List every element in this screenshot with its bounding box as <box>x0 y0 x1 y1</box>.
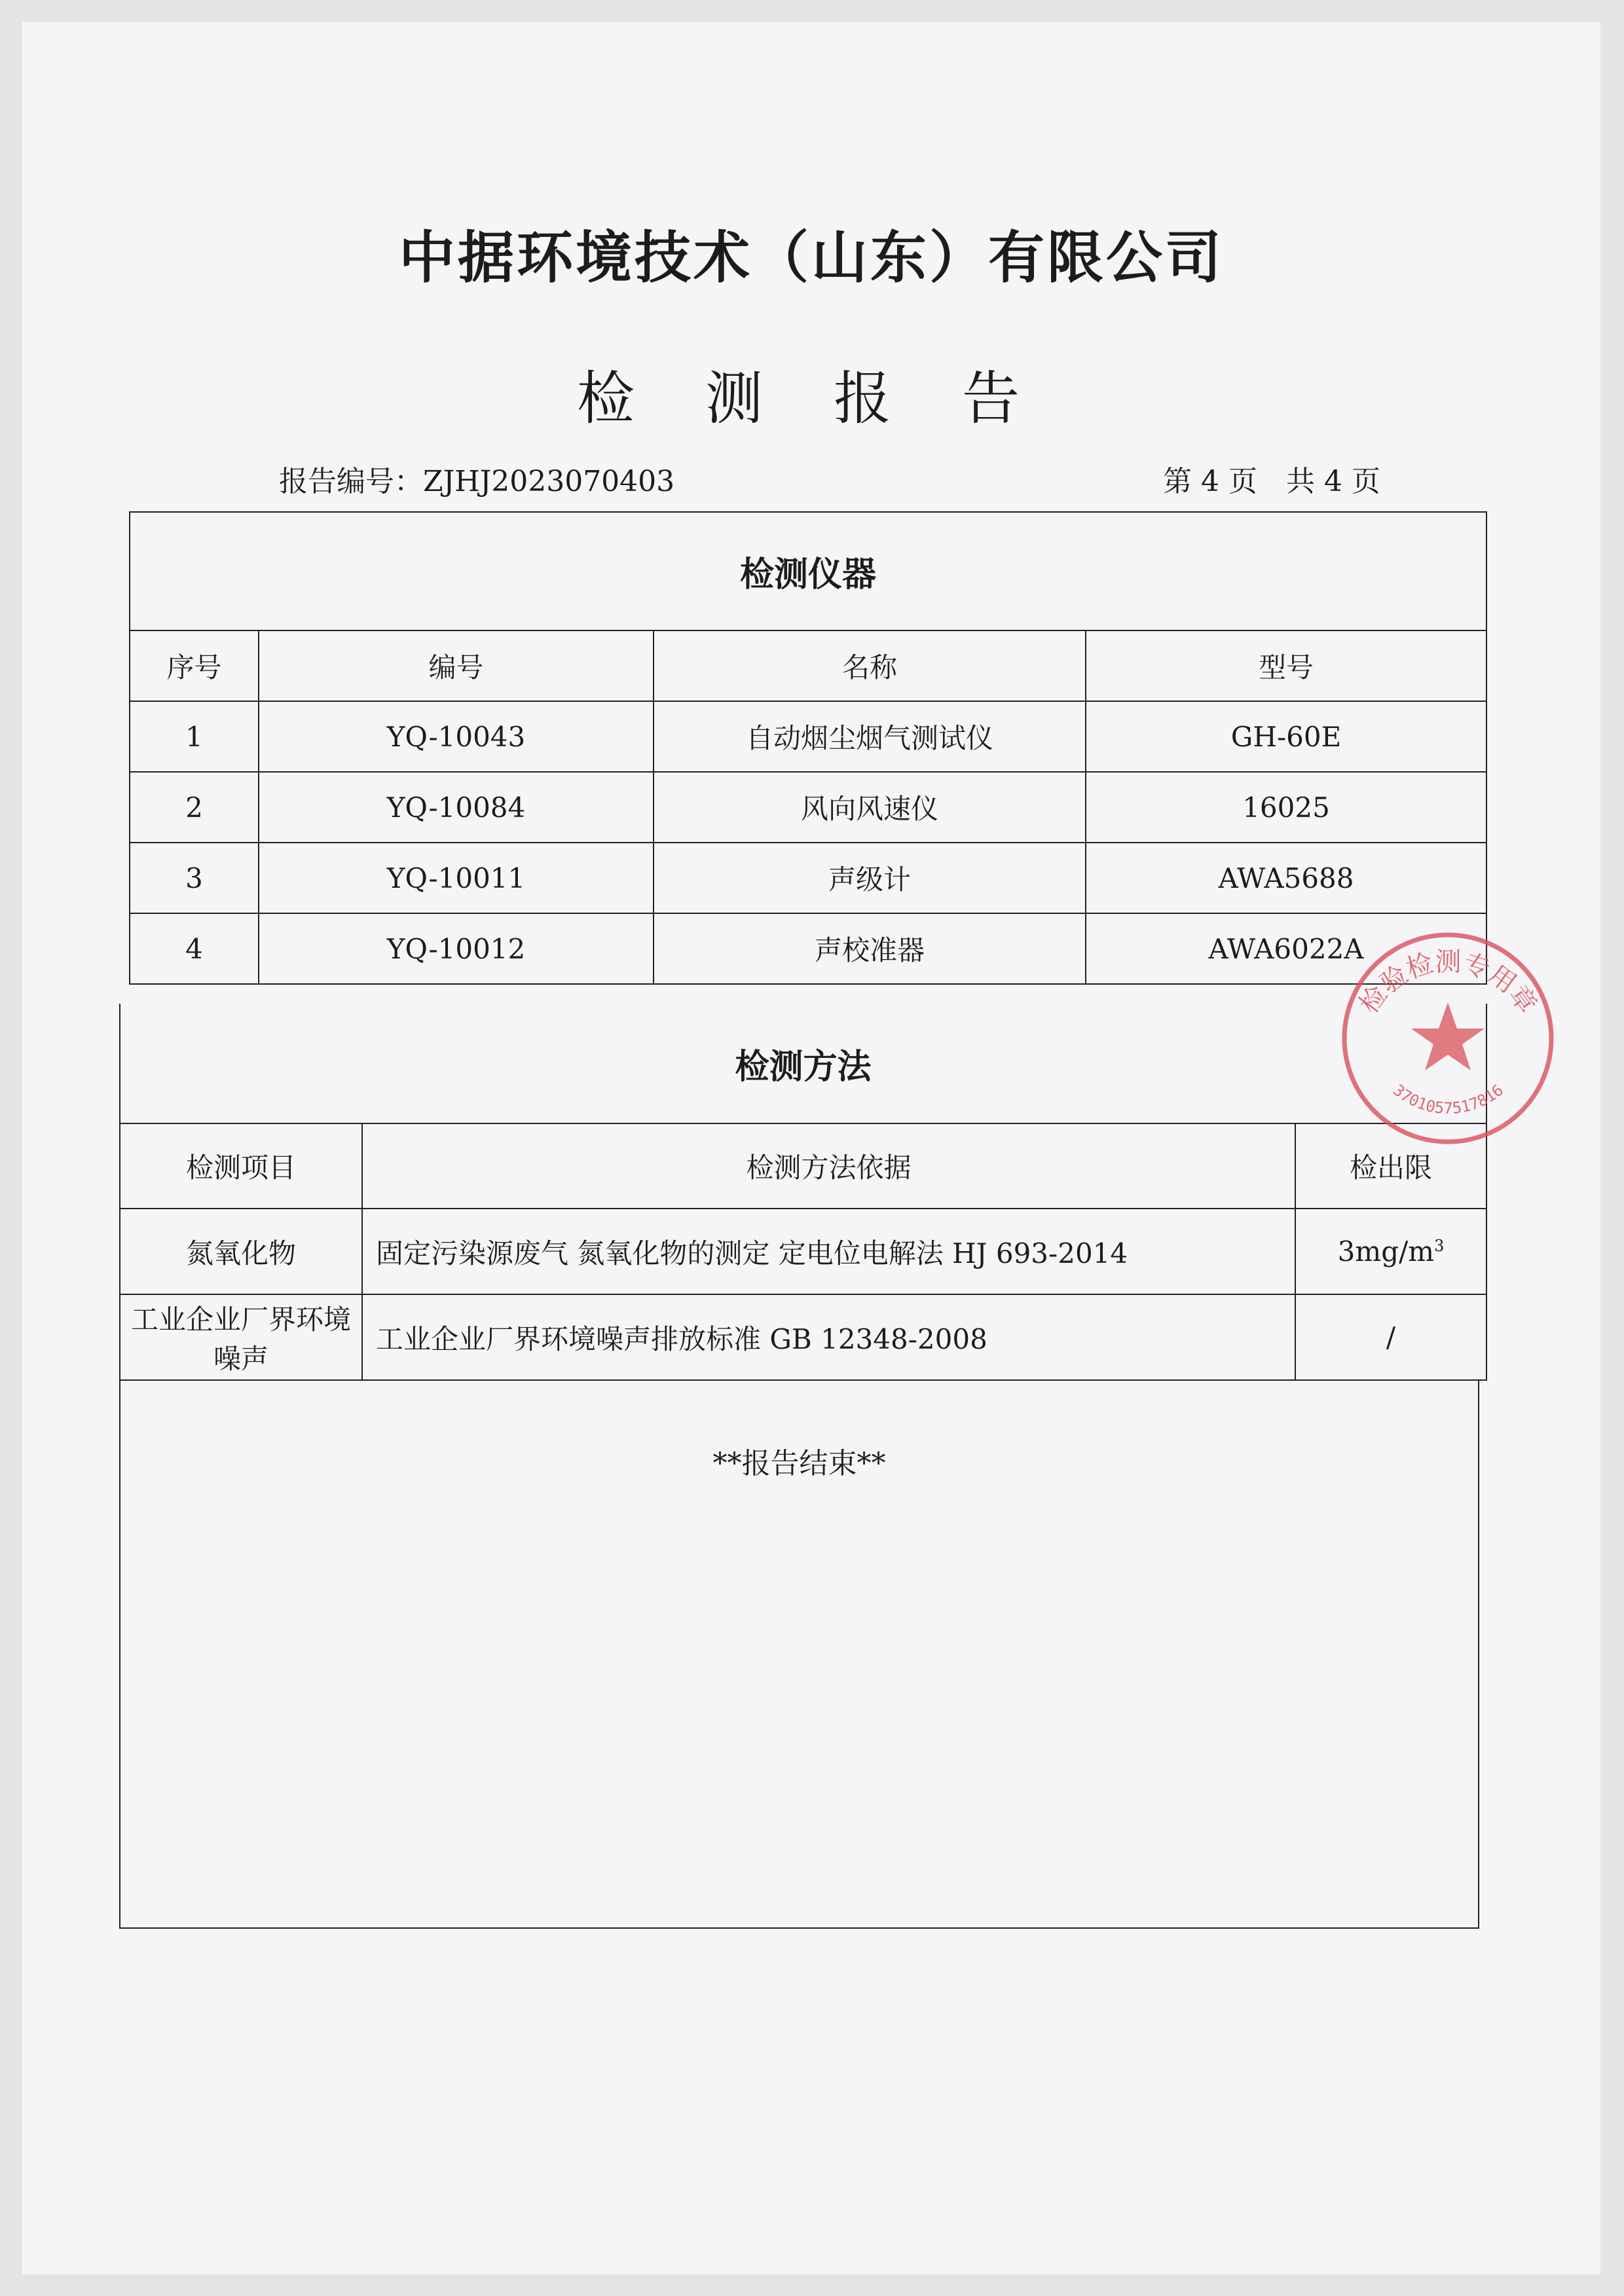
cell-model: AWA6022A <box>1086 913 1486 984</box>
col-header: 编号 <box>259 630 654 701</box>
cell-item: 氮氧化物 <box>120 1209 362 1294</box>
col-header: 检测项目 <box>120 1123 362 1209</box>
col-header: 序号 <box>130 630 259 701</box>
col-header: 检测方法依据 <box>362 1123 1295 1209</box>
cell-seq: 3 <box>130 843 259 913</box>
table-row <box>120 1209 1486 1294</box>
methods-title: 检测方法 <box>120 1004 1486 1123</box>
document-title: 检 测 报 告 <box>577 365 1046 432</box>
report-end-text: **报告结束** <box>712 1447 886 1480</box>
cell-limit: / <box>1295 1294 1486 1380</box>
cell-seq: 1 <box>130 701 259 772</box>
svg-text:3701057517816 <box>1390 1081 1507 1118</box>
cell-basis: 固定污染源废气 氮氧化物的测定 定电位电解法 HJ 693-2014 <box>362 1209 1295 1294</box>
table-row <box>130 772 1486 843</box>
cell-seq: 2 <box>130 772 259 843</box>
cell-model: 16025 <box>1086 772 1486 843</box>
cell-name: 声校准器 <box>654 913 1086 984</box>
official-seal <box>1338 929 1558 1148</box>
seal-star-icon <box>1411 1002 1485 1070</box>
cell-model: GH-60E <box>1086 701 1486 772</box>
report-page <box>22 22 1600 2274</box>
report-number-label: 报告编号： <box>279 465 423 498</box>
table-row <box>130 913 1486 984</box>
col-header: 检出限 <box>1295 1123 1486 1209</box>
company-name: 中据环境技术（山东）有限公司 <box>399 225 1224 291</box>
cell-code: YQ-10043 <box>259 701 654 772</box>
cell-model: AWA5688 <box>1086 843 1486 913</box>
cell-code: YQ-10011 <box>259 843 654 913</box>
limit-superscript: 3 <box>1434 1237 1445 1255</box>
cell-item: 工业企业厂界环境噪声 <box>120 1294 362 1380</box>
seal-text: 检验检测专用章 <box>1354 947 1543 1019</box>
report-number <box>279 458 674 500</box>
instruments-table <box>129 511 1487 985</box>
col-header: 名称 <box>654 630 1086 701</box>
report-number-value: ZJHJ2023070403 <box>423 465 675 498</box>
col-header: 型号 <box>1086 630 1486 701</box>
cell-name: 自动烟尘烟气测试仪 <box>654 701 1086 772</box>
cell-name: 风向风速仪 <box>654 772 1086 843</box>
table-row <box>130 843 1486 913</box>
cell-limit <box>1295 1209 1486 1294</box>
cell-name: 声级计 <box>654 843 1086 913</box>
limit-value: 3mg/m <box>1337 1235 1435 1267</box>
cell-code: YQ-10012 <box>259 913 654 984</box>
cell-code: YQ-10084 <box>259 772 654 843</box>
page-indicator: 第 4 页 共 4 页 <box>1163 465 1380 498</box>
methods-table <box>119 1004 1487 1381</box>
cell-seq: 4 <box>130 913 259 984</box>
instruments-title: 检测仪器 <box>130 512 1486 630</box>
seal-code: 3701057517816 <box>1389 1080 1507 1118</box>
cell-basis: 工业企业厂界环境噪声排放标准 GB 12348-2008 <box>362 1294 1295 1380</box>
report-end-box <box>119 1381 1479 1929</box>
table-row <box>120 1294 1486 1380</box>
table-row <box>130 701 1486 772</box>
